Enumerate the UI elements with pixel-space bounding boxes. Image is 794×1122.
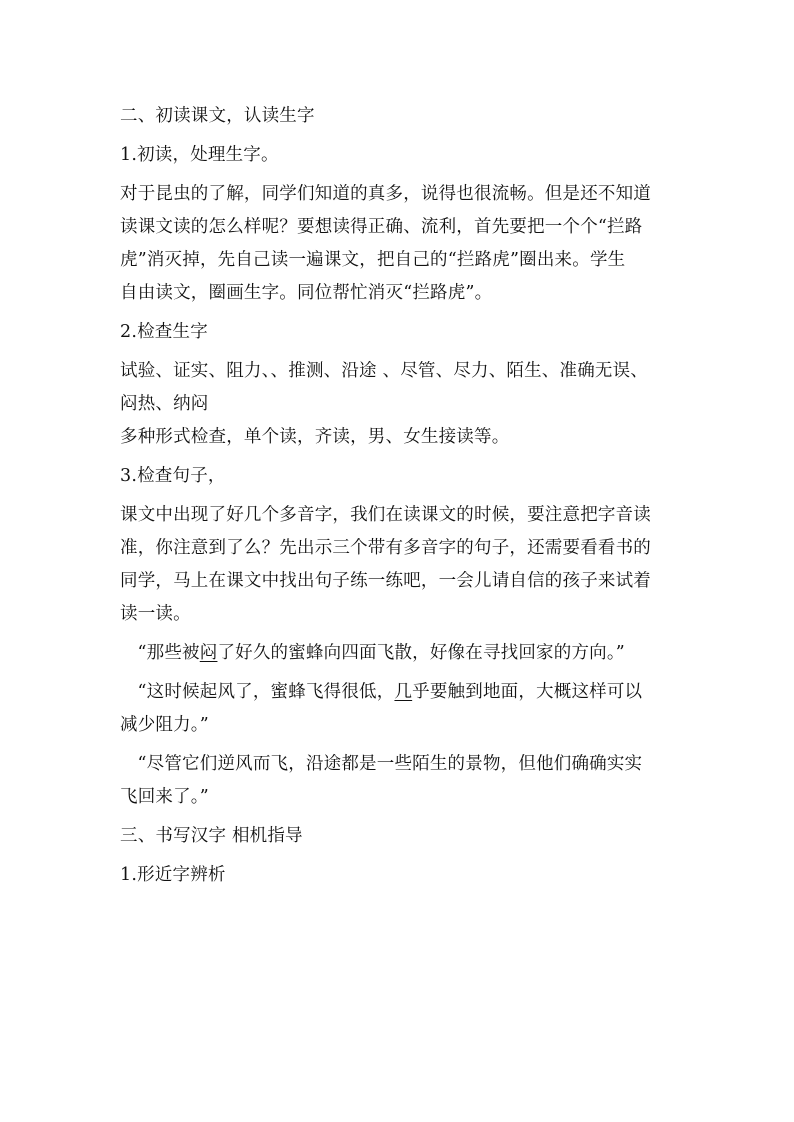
section-heading-2: 二、初读课文，认读生字 [120, 106, 315, 126]
paragraph-line: 课文中出现了好几个多音字，我们在读课文的时候，要注意把字音读 [120, 505, 651, 525]
sentence-line: “尽管它们逆风而飞，沿途都是一些陌生的景物，但他们确确实实 [137, 754, 643, 774]
paragraph-line: 读一读。 [120, 604, 191, 624]
sentence-line [120, 676, 685, 709]
vocab-list [120, 355, 685, 421]
step1-paragraph [120, 178, 685, 310]
sentence-text: “那些被 [137, 643, 200, 663]
section-heading-3: 三、书写汉字 相机指导 [120, 826, 303, 846]
example-sentence-2 [120, 676, 685, 742]
example-sentence-1 [120, 637, 685, 670]
example-sentence-3 [120, 748, 685, 814]
step3-title: 3.检查句子， [120, 466, 226, 486]
paragraph-line: 自由读文，圈画生字。同位帮忙消灭“拦路虎”。 [120, 283, 493, 303]
step2-title: 2.检查生字 [120, 322, 208, 342]
sentence-line: 减少阻力。” [120, 715, 209, 735]
document-body [120, 100, 685, 892]
vocab-line: 闷热、纳闷 [120, 394, 209, 414]
paragraph-line: 同学，马上在课文中找出句子练一练吧，一会儿请自信的孩子来试着 [120, 571, 651, 591]
sentence-text: 乎要触到地面，大概这样可以 [412, 682, 643, 702]
step1-title: 1.初读，处理生字。 [120, 145, 279, 165]
sentence-text: “这时候起风了，蜜蜂飞得很低， [137, 682, 395, 702]
paragraph-line: 虎”消灭掉，先自己读一遍课文，把自己的“拦路虎”圈出来。学生 [120, 250, 626, 270]
polyphone-underlined: 几 [394, 682, 413, 702]
section3-step1-title: 1.形近字辨析 [120, 865, 226, 885]
paragraph-line: 准，你注意到了么？先出示三个带有多音字的句子，还需要看看书的 [120, 538, 651, 558]
vocab-line: 试验、证实、阻力、、推测、沿途 、尽管、尽力、陌生、准确无误、 [120, 361, 649, 381]
step2-method: 多种形式检查，单个读，齐读，男、女生接读等。 [120, 427, 510, 447]
step3-paragraph [120, 499, 685, 631]
sentence-text: 了好久的蜜蜂向四面飞散，好像在寻找回家的方向。” [217, 643, 625, 663]
paragraph-line: 读课文读的怎么样呢？要想读得正确、流利，首先要把一个个“拦路 [120, 217, 643, 237]
polyphone-underlined: 闷 [199, 643, 218, 663]
paragraph-line: 对于昆虫的了解，同学们知道的真多，说得也很流畅。但是还不知道 [120, 184, 651, 204]
sentence-line: 飞回来了。” [120, 787, 209, 807]
